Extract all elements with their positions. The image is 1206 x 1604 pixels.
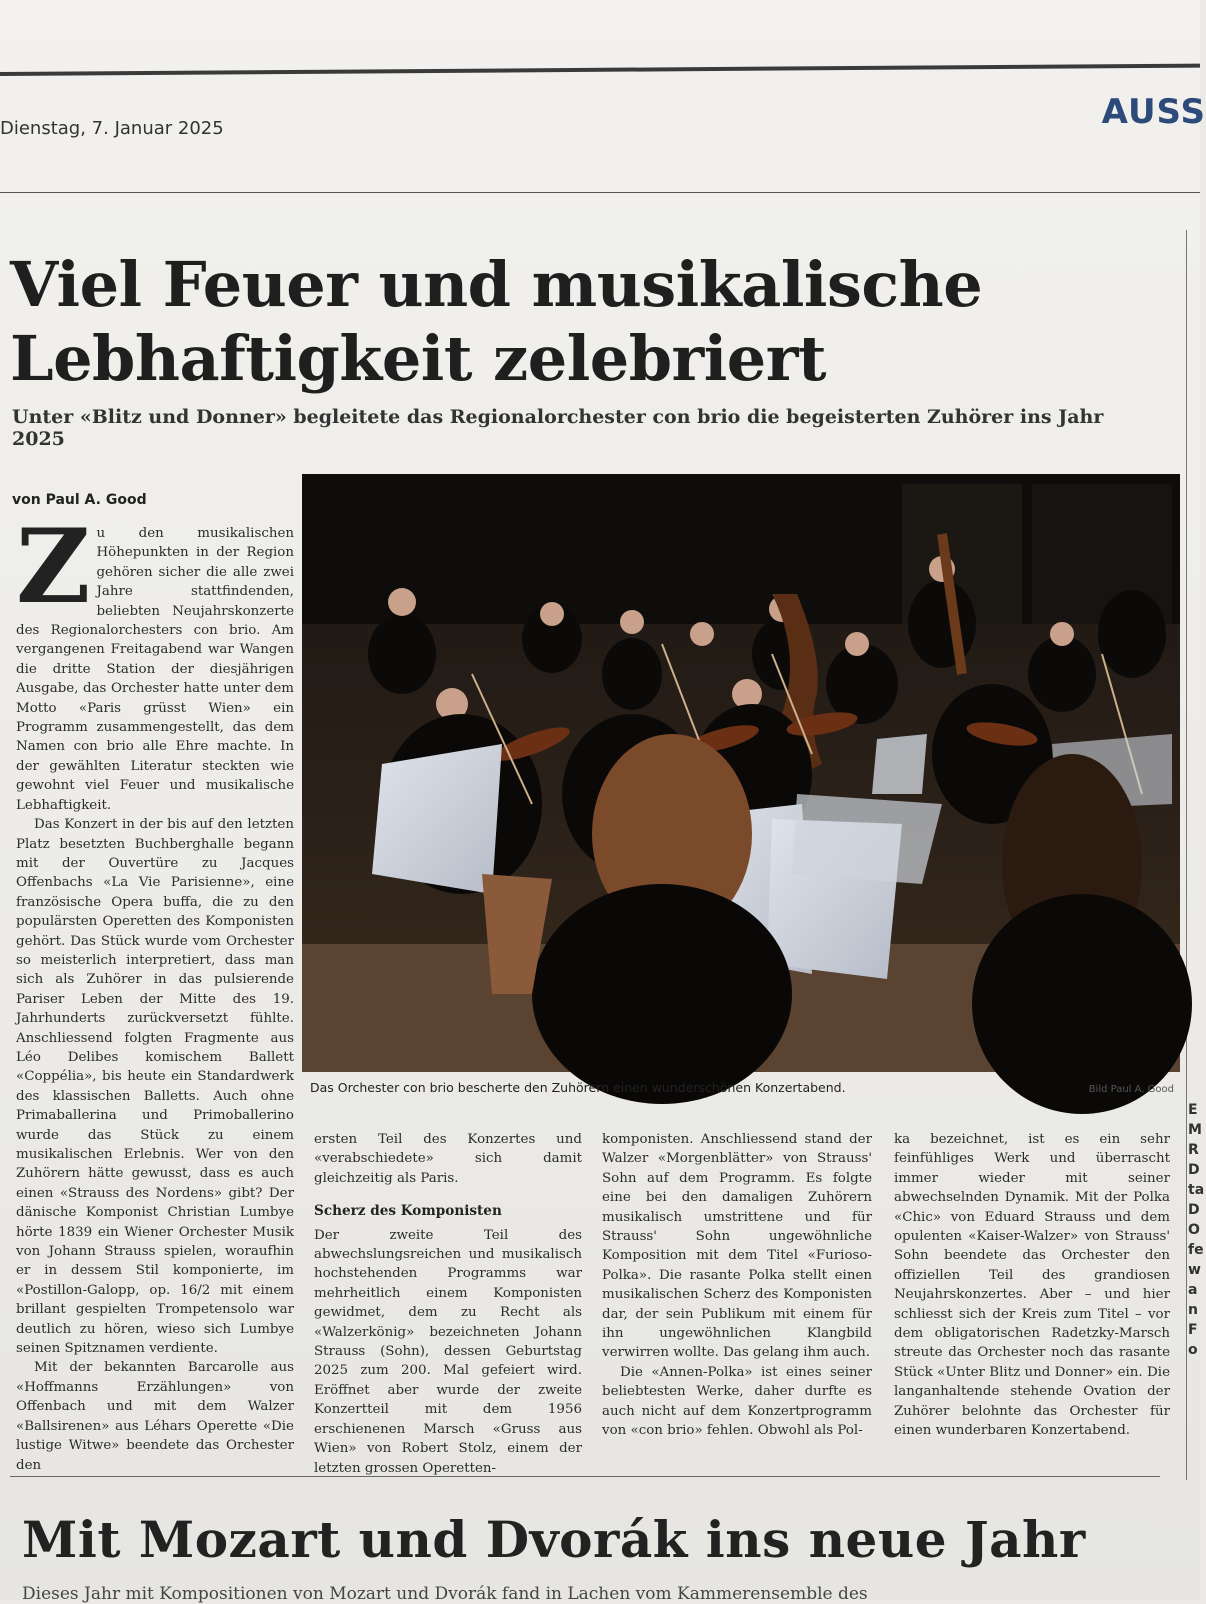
article-column-1 <box>16 507 294 1475</box>
header-rule <box>0 192 1200 193</box>
intro-paragraph: Zu den musikalischen Höhepunkten in der Region gehören sicher die alle zwei Jahre stattfindenden, beliebten Neujahrskonzerte des Regionalorchesters con brio. Am vergangenen Freitagabend war Wangen die dritte Station der diesjährigen Ausgabe, das Orchester hatte unter dem Motto «Paris grüsst Wien» ein Programm zusammengestellt, das dem Namen con brio alle Ehre machte. In der gewählten Literatur steckten wie gewohnt viel Feuer und musikalische Lebhaftigkeit. <box>16 507 294 813</box>
body-paragraph: ka bezeichnet, ist es ein sehr feinfühliges Werk und überrascht immer wieder mit seiner abwechselnden Dynamik. Mit der Polka «Chic» von Eduard Strauss und dem opulenten «Kaiser-Walzer» von Strauss' Sohn beendete das Orchester den offiziellen Teil des grandiosen Neujahrskonzertes. Aber – und hier schliesst sich der Kreis zum Titel – vor dem obligatorischen Radetzky-Marsch streute das Orchester noch das rasante Stück «Unter Blitz und Donner» ein. Die langanhaltende stehende Ovation der Zuhörer belohnte das Orchester für einen wunderbaren Konzertabend. <box>894 1132 1170 1439</box>
section-heading: Scherz des Komponisten <box>314 1203 502 1220</box>
article-byline: von Paul A. Good <box>12 492 147 508</box>
body-paragraph: Mit der bekannten Barcarolle aus «Hoffmanns Erzählungen» von Offenbach und mit dem Walzer «Ballsirenen» aus Léhars Operette «Die lustige Witwe» beendete das Orchester den <box>16 1360 294 1473</box>
top-rule <box>0 64 1200 76</box>
drop-cap: Z <box>16 507 91 627</box>
article-column-2 <box>314 1130 582 1478</box>
article-subhead: Unter «Blitz und Donner» begleitete das Regionalorchester con brio die begeisterten Zuhörer ins Jahr 2025 <box>12 406 1104 450</box>
dateline: Dienstag, 7. Januar 2025 <box>0 118 224 139</box>
bottom-rule <box>10 1476 1160 1477</box>
article-column-3 <box>602 1130 872 1441</box>
body-paragraph: komponisten. Anschliessend stand der Walzer «Morgenblätter» von Strauss' Sohn auf dem Programm. Es folgte eine bei den damaligen Zuhörern musikalisch umstrittene und für Strauss' Sohn ungewöhnliche Komposition mit dem Titel «Furioso-Polka». Die rasante Polka stellt einen musikalischen Scherz des Komponisten dar, der sein Publikum mit einem für ihn ungewöhnlichen Klangbild verwirren wollte. Das gelang ihm auch. <box>602 1132 872 1361</box>
body-paragraph: Die «Annen-Polka» ist eines seiner beliebtesten Werke, daher durfte es auch nicht auf dem Konzertprogramm von «con brio» fehlen. Obwohl als Pol- <box>602 1364 872 1439</box>
body-paragraph: Der zweite Teil des abwechslungsreichen und musikalisch hochstehenden Programms war mehrheitlich einem Komponisten gewidmet, dem zu Recht als «Walzerkönig» bezeichneten Johann Strauss (Sohn), dessen Geburtstag 2025 zum 200. Mal gefeiert wird. Eröffnet aber wurde der zweite Konzertteil mit dem 1956 erschienenen Marsch «Gruss aus Wien» von Robert Stolz, einem der letzten grossen Operetten- <box>314 1227 582 1476</box>
body-paragraph: Das Konzert in der bis auf den letzten Platz besetzten Buchberghalle begann mit der Ouvertüre zu Jacques Offenbachs «La Vie Parisienne», eine französische Opera buffa, die zu den populärsten Operetten des Komponisten gehört. Das Stück wurde vom Orchester so meisterlich interpretiert, dass man sich als Zuhörer in das pulsierende Pariser Leben der Mitte des 19. Jahrhunderts zurückversetzt fühlte. Anschliessend folgten Fragmente aus Léo Delibes komischem Ballett «Coppélia», bis heute ein Standardwerk des klassischen Balletts. Auch ohne Primaballerina und Primoballerino wurde das Stück zu einem musikalischen Erlebnis. Wer von den Zuhörern hätte gewusst, dass es auch einen «Strauss des Nordens» gibt? Der dänische Komponist Christian Lumbye hörte 1839 ein Wiener Orchester Musik von Johann Strauss spielen, woraufhin er in dessem Stil komponierte, im «Postillon-Galopp, op. 16/2 mit einem brillant gespielten Trompetensolo war deutlich zu hören, wieso sich Lumbye seinen Spitznamen verdiente. <box>16 817 294 1357</box>
article-column-4 <box>894 1130 1170 1441</box>
next-article-headline: Mit Mozart und Dvorák ins neue Jahr <box>22 1510 1086 1569</box>
adjacent-column-edge: E M R D ta D O fe w a n F o <box>1188 1102 1205 1358</box>
orchestra-photo <box>302 474 1180 1072</box>
column-divider <box>1186 230 1187 1480</box>
article-headline: Viel Feuer und musikalische Lebhaftigkeit zelebriert <box>10 248 983 395</box>
photo-credit: Bild Paul A. Good <box>1088 1084 1174 1095</box>
section-label: AUSS <box>1101 92 1206 132</box>
photo-caption: Das Orchester con brio bescherte den Zuhörern einen wunderschönen Konzertabend. <box>310 1080 846 1095</box>
next-article-teaser: Dieses Jahr mit Kompositionen von Mozart und Dvorák fand in Lachen vom Kammerensemble des <box>22 1584 868 1604</box>
body-paragraph: ersten Teil des Konzertes und «verabschiedete» sich damit gleichzeitig als Paris. <box>314 1132 582 1186</box>
